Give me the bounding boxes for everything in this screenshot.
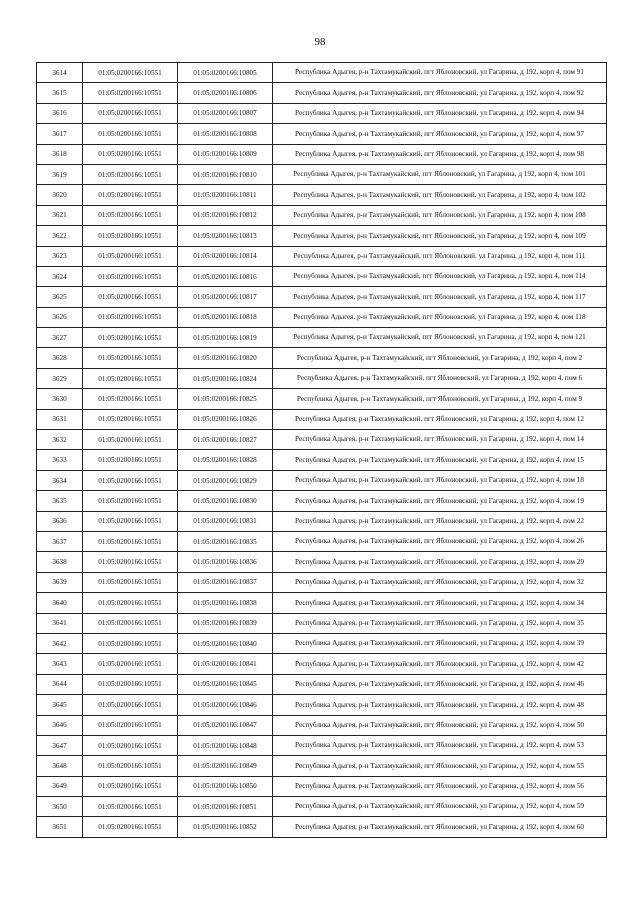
cadastral-number-cell: 01:05:0200166:10837 bbox=[178, 572, 273, 592]
address-cell: Республика Адыгея, р-н Тахтамукайский, пгт Яблоновский, ул Гагарина, д 192, корп 4, пом 102 bbox=[273, 185, 607, 205]
address-cell: Республика Адыгея, р-н Тахтамукайский, пгт Яблоновский, ул Гагарина, д 192, корп 4, пом 108 bbox=[273, 205, 607, 225]
cadastral-number-cell: 01:05:0200166:10809 bbox=[178, 144, 273, 164]
address-cell: Республика Адыгея, р-н Тахтамукайский, пгт Яблоновский, ул Гагарина, д 192, корп 4, пом 91 bbox=[273, 63, 607, 83]
parent-cadastral-number-cell: 01:05:0200166:10551 bbox=[83, 328, 178, 348]
table-row bbox=[37, 715, 607, 735]
row-number-cell: 3650 bbox=[37, 797, 83, 817]
cadastral-number-cell: 01:05:0200166:10848 bbox=[178, 735, 273, 755]
row-number-cell: 3648 bbox=[37, 756, 83, 776]
parent-cadastral-number-cell: 01:05:0200166:10551 bbox=[83, 287, 178, 307]
address-cell: Республика Адыгея, р-н Тахтамукайский, пгт Яблоновский, ул Гагарина, д 192, корп 4, пом 56 bbox=[273, 776, 607, 796]
row-number-cell: 3623 bbox=[37, 246, 83, 266]
address-cell: Республика Адыгея, р-н Тахтамукайский, пгт Яблоновский, ул Гагарина, д 192, корп 4, пом 29 bbox=[273, 552, 607, 572]
row-number-cell: 3643 bbox=[37, 654, 83, 674]
cadastral-number-cell: 01:05:0200166:10826 bbox=[178, 409, 273, 429]
row-number-cell: 3624 bbox=[37, 266, 83, 286]
cadastral-number-cell: 01:05:0200166:10851 bbox=[178, 797, 273, 817]
cadastral-number-cell: 01:05:0200166:10818 bbox=[178, 307, 273, 327]
row-number-cell: 3618 bbox=[37, 144, 83, 164]
cadastral-number-cell: 01:05:0200166:10808 bbox=[178, 124, 273, 144]
parent-cadastral-number-cell: 01:05:0200166:10551 bbox=[83, 735, 178, 755]
table-row bbox=[37, 470, 607, 490]
cadastral-number-cell: 01:05:0200166:10839 bbox=[178, 613, 273, 633]
address-cell: Республика Адыгея, р-н Тахтамукайский, пгт Яблоновский, ул Гагарина, д 192, корп 4, пом 9 bbox=[273, 389, 607, 409]
parent-cadastral-number-cell: 01:05:0200166:10551 bbox=[83, 103, 178, 123]
registry-table bbox=[36, 62, 607, 838]
cadastral-number-cell: 01:05:0200166:10838 bbox=[178, 593, 273, 613]
address-cell: Республика Адыгея, р-н Тахтамукайский, пгт Яблоновский, ул Гагарина, д 192, корп 4, пом 39 bbox=[273, 633, 607, 653]
cadastral-number-cell: 01:05:0200166:10830 bbox=[178, 491, 273, 511]
cadastral-number-cell: 01:05:0200166:10847 bbox=[178, 715, 273, 735]
table-row bbox=[37, 531, 607, 551]
table-row bbox=[37, 776, 607, 796]
table-row bbox=[37, 63, 607, 83]
address-cell: Республика Адыгея, р-н Тахтамукайский, пгт Яблоновский, ул Гагарина, д 192, корп 4, пом 118 bbox=[273, 307, 607, 327]
parent-cadastral-number-cell: 01:05:0200166:10551 bbox=[83, 368, 178, 388]
parent-cadastral-number-cell: 01:05:0200166:10551 bbox=[83, 756, 178, 776]
parent-cadastral-number-cell: 01:05:0200166:10551 bbox=[83, 205, 178, 225]
table-row bbox=[37, 185, 607, 205]
row-number-cell: 3637 bbox=[37, 531, 83, 551]
cadastral-number-cell: 01:05:0200166:10841 bbox=[178, 654, 273, 674]
address-cell: Республика Адыгея, р-н Тахтамукайский, пгт Яблоновский, ул Гагарина, д 192, корп 4, пом 50 bbox=[273, 715, 607, 735]
cadastral-number-cell: 01:05:0200166:10814 bbox=[178, 246, 273, 266]
parent-cadastral-number-cell: 01:05:0200166:10551 bbox=[83, 124, 178, 144]
cadastral-number-cell: 01:05:0200166:10825 bbox=[178, 389, 273, 409]
table-row bbox=[37, 103, 607, 123]
cadastral-number-cell: 01:05:0200166:10819 bbox=[178, 328, 273, 348]
row-number-cell: 3640 bbox=[37, 593, 83, 613]
parent-cadastral-number-cell: 01:05:0200166:10551 bbox=[83, 674, 178, 694]
parent-cadastral-number-cell: 01:05:0200166:10551 bbox=[83, 633, 178, 653]
row-number-cell: 3631 bbox=[37, 409, 83, 429]
table-row bbox=[37, 287, 607, 307]
table-row bbox=[37, 205, 607, 225]
parent-cadastral-number-cell: 01:05:0200166:10551 bbox=[83, 491, 178, 511]
row-number-cell: 3644 bbox=[37, 674, 83, 694]
parent-cadastral-number-cell: 01:05:0200166:10551 bbox=[83, 430, 178, 450]
table-row bbox=[37, 144, 607, 164]
cadastral-number-cell: 01:05:0200166:10813 bbox=[178, 226, 273, 246]
parent-cadastral-number-cell: 01:05:0200166:10551 bbox=[83, 531, 178, 551]
address-cell: Республика Адыгея, р-н Тахтамукайский, пгт Яблоновский, ул Гагарина, д 192, корп 4, пом 98 bbox=[273, 144, 607, 164]
address-cell: Республика Адыгея, р-н Тахтамукайский, пгт Яблоновский, ул Гагарина, д 192, корп 4, пом 59 bbox=[273, 797, 607, 817]
table-row bbox=[37, 797, 607, 817]
table-row bbox=[37, 552, 607, 572]
row-number-cell: 3625 bbox=[37, 287, 83, 307]
cadastral-number-cell: 01:05:0200166:10827 bbox=[178, 430, 273, 450]
table-row bbox=[37, 389, 607, 409]
row-number-cell: 3615 bbox=[37, 83, 83, 103]
row-number-cell: 3651 bbox=[37, 817, 83, 837]
row-number-cell: 3642 bbox=[37, 633, 83, 653]
cadastral-number-cell: 01:05:0200166:10812 bbox=[178, 205, 273, 225]
row-number-cell: 3622 bbox=[37, 226, 83, 246]
parent-cadastral-number-cell: 01:05:0200166:10551 bbox=[83, 144, 178, 164]
parent-cadastral-number-cell: 01:05:0200166:10551 bbox=[83, 613, 178, 633]
parent-cadastral-number-cell: 01:05:0200166:10551 bbox=[83, 348, 178, 368]
row-number-cell: 3629 bbox=[37, 368, 83, 388]
address-cell: Республика Адыгея, р-н Тахтамукайский, пгт Яблоновский, ул Гагарина, д 192, корп 4, пом 101 bbox=[273, 164, 607, 184]
parent-cadastral-number-cell: 01:05:0200166:10551 bbox=[83, 83, 178, 103]
parent-cadastral-number-cell: 01:05:0200166:10551 bbox=[83, 572, 178, 592]
cadastral-number-cell: 01:05:0200166:10840 bbox=[178, 633, 273, 653]
table-row bbox=[37, 613, 607, 633]
row-number-cell: 3614 bbox=[37, 63, 83, 83]
address-cell: Республика Адыгея, р-н Тахтамукайский, пгт Яблоновский, ул Гагарина, д 192, корп 4, пом 14 bbox=[273, 430, 607, 450]
row-number-cell: 3627 bbox=[37, 328, 83, 348]
parent-cadastral-number-cell: 01:05:0200166:10551 bbox=[83, 226, 178, 246]
parent-cadastral-number-cell: 01:05:0200166:10551 bbox=[83, 654, 178, 674]
cadastral-number-cell: 01:05:0200166:10849 bbox=[178, 756, 273, 776]
address-cell: Республика Адыгея, р-н Тахтамукайский, пгт Яблоновский, ул Гагарина, д 192, корп 4, пом 97 bbox=[273, 124, 607, 144]
row-number-cell: 3628 bbox=[37, 348, 83, 368]
address-cell: Республика Адыгея, р-н Тахтамукайский, пгт Яблоновский, ул Гагарина, д 192, корп 4, пом 32 bbox=[273, 572, 607, 592]
parent-cadastral-number-cell: 01:05:0200166:10551 bbox=[83, 715, 178, 735]
cadastral-number-cell: 01:05:0200166:10810 bbox=[178, 164, 273, 184]
parent-cadastral-number-cell: 01:05:0200166:10551 bbox=[83, 776, 178, 796]
row-number-cell: 3647 bbox=[37, 735, 83, 755]
parent-cadastral-number-cell: 01:05:0200166:10551 bbox=[83, 409, 178, 429]
cadastral-number-cell: 01:05:0200166:10817 bbox=[178, 287, 273, 307]
row-number-cell: 3636 bbox=[37, 511, 83, 531]
cadastral-number-cell: 01:05:0200166:10846 bbox=[178, 695, 273, 715]
address-cell: Республика Адыгея, р-н Тахтамукайский, пгт Яблоновский, ул Гагарина, д 192, корп 4, пом 94 bbox=[273, 103, 607, 123]
table-row bbox=[37, 572, 607, 592]
address-cell: Республика Адыгея, р-н Тахтамукайский, пгт Яблоновский, ул Гагарина, д 192, корп 4, пом 114 bbox=[273, 266, 607, 286]
cadastral-number-cell: 01:05:0200166:10828 bbox=[178, 450, 273, 470]
parent-cadastral-number-cell: 01:05:0200166:10551 bbox=[83, 164, 178, 184]
parent-cadastral-number-cell: 01:05:0200166:10551 bbox=[83, 246, 178, 266]
table-row bbox=[37, 266, 607, 286]
table-row bbox=[37, 409, 607, 429]
table-row bbox=[37, 226, 607, 246]
row-number-cell: 3626 bbox=[37, 307, 83, 327]
table-row bbox=[37, 735, 607, 755]
table-row bbox=[37, 307, 607, 327]
cadastral-number-cell: 01:05:0200166:10816 bbox=[178, 266, 273, 286]
row-number-cell: 3630 bbox=[37, 389, 83, 409]
table-row bbox=[37, 695, 607, 715]
address-cell: Республика Адыгея, р-н Тахтамукайский, пгт Яблоновский, ул Гагарина, д 192, корп 4, пом 34 bbox=[273, 593, 607, 613]
row-number-cell: 3616 bbox=[37, 103, 83, 123]
cadastral-number-cell: 01:05:0200166:10845 bbox=[178, 674, 273, 694]
address-cell: Республика Адыгея, р-н Тахтамукайский, пгт Яблоновский, ул Гагарина, д 192, корп 4, пом 109 bbox=[273, 226, 607, 246]
address-cell: Республика Адыгея, р-н Тахтамукайский, пгт Яблоновский, ул Гагарина, д 192, корп 4, пом 48 bbox=[273, 695, 607, 715]
table-row bbox=[37, 633, 607, 653]
cadastral-number-cell: 01:05:0200166:10807 bbox=[178, 103, 273, 123]
parent-cadastral-number-cell: 01:05:0200166:10551 bbox=[83, 389, 178, 409]
address-cell: Республика Адыгея, р-н Тахтамукайский, пгт Яблоновский, ул Гагарина, д 192, корп 4, пом 60 bbox=[273, 817, 607, 837]
address-cell: Республика Адыгея, р-н Тахтамукайский, пгт Яблоновский, ул Гагарина, д 192, корп 4, пом 35 bbox=[273, 613, 607, 633]
row-number-cell: 3617 bbox=[37, 124, 83, 144]
address-cell: Республика Адыгея, р-н Тахтамукайский, пгт Яблоновский, ул Гагарина, д 192, корп 4, пом 15 bbox=[273, 450, 607, 470]
row-number-cell: 3619 bbox=[37, 164, 83, 184]
row-number-cell: 3639 bbox=[37, 572, 83, 592]
table-row bbox=[37, 348, 607, 368]
address-cell: Республика Адыгея, р-н Тахтамукайский, пгт Яблоновский, ул Гагарина, д 192, корп 4, пом 53 bbox=[273, 735, 607, 755]
table-row bbox=[37, 328, 607, 348]
row-number-cell: 3620 bbox=[37, 185, 83, 205]
table-row bbox=[37, 511, 607, 531]
row-number-cell: 3649 bbox=[37, 776, 83, 796]
cadastral-number-cell: 01:05:0200166:10829 bbox=[178, 470, 273, 490]
address-cell: Республика Адыгея, р-н Тахтамукайский, пгт Яблоновский, ул Гагарина, д 192, корп 4, пом 117 bbox=[273, 287, 607, 307]
cadastral-number-cell: 01:05:0200166:10852 bbox=[178, 817, 273, 837]
address-cell: Республика Адыгея, р-н Тахтамукайский, пгт Яблоновский, ул Гагарина, д 192, корп 4, пом 12 bbox=[273, 409, 607, 429]
table-row bbox=[37, 817, 607, 837]
page-number: 98 bbox=[314, 36, 326, 48]
cadastral-number-cell: 01:05:0200166:10824 bbox=[178, 368, 273, 388]
row-number-cell: 3638 bbox=[37, 552, 83, 572]
address-cell: Республика Адыгея, р-н Тахтамукайский, пгт Яблоновский, ул Гагарина, д 192, корп 4, пом 19 bbox=[273, 491, 607, 511]
row-number-cell: 3645 bbox=[37, 695, 83, 715]
parent-cadastral-number-cell: 01:05:0200166:10551 bbox=[83, 817, 178, 837]
cadastral-number-cell: 01:05:0200166:10836 bbox=[178, 552, 273, 572]
address-cell: Республика Адыгея, р-н Тахтамукайский, пгт Яблоновский, ул Гагарина, д 192, корп 4, пом 46 bbox=[273, 674, 607, 694]
address-cell: Республика Адыгея, р-н Тахтамукайский, пгт Яблоновский, ул Гагарина, д 192, корп 4, пом 121 bbox=[273, 328, 607, 348]
row-number-cell: 3635 bbox=[37, 491, 83, 511]
parent-cadastral-number-cell: 01:05:0200166:10551 bbox=[83, 511, 178, 531]
row-number-cell: 3646 bbox=[37, 715, 83, 735]
table-row bbox=[37, 124, 607, 144]
table-row bbox=[37, 450, 607, 470]
cadastral-number-cell: 01:05:0200166:10850 bbox=[178, 776, 273, 796]
address-cell: Республика Адыгея, р-н Тахтамукайский, пгт Яблоновский, ул Гагарина, д 192, корп 4, пом 18 bbox=[273, 470, 607, 490]
table-row bbox=[37, 164, 607, 184]
row-number-cell: 3621 bbox=[37, 205, 83, 225]
table-row bbox=[37, 491, 607, 511]
parent-cadastral-number-cell: 01:05:0200166:10551 bbox=[83, 797, 178, 817]
cadastral-number-cell: 01:05:0200166:10831 bbox=[178, 511, 273, 531]
cadastral-number-cell: 01:05:0200166:10820 bbox=[178, 348, 273, 368]
parent-cadastral-number-cell: 01:05:0200166:10551 bbox=[83, 185, 178, 205]
cadastral-number-cell: 01:05:0200166:10806 bbox=[178, 83, 273, 103]
table-row bbox=[37, 756, 607, 776]
address-cell: Республика Адыгея, р-н Тахтамукайский, пгт Яблоновский, ул Гагарина, д 192, корп 4, пом 26 bbox=[273, 531, 607, 551]
table-row bbox=[37, 654, 607, 674]
cadastral-number-cell: 01:05:0200166:10805 bbox=[178, 63, 273, 83]
parent-cadastral-number-cell: 01:05:0200166:10551 bbox=[83, 552, 178, 572]
table-row bbox=[37, 674, 607, 694]
parent-cadastral-number-cell: 01:05:0200166:10551 bbox=[83, 266, 178, 286]
address-cell: Республика Адыгея, р-н Тахтамукайский, пгт Яблоновский, ул Гагарина, д 192, корп 4, пом 6 bbox=[273, 368, 607, 388]
registry-table-body bbox=[37, 63, 607, 838]
parent-cadastral-number-cell: 01:05:0200166:10551 bbox=[83, 695, 178, 715]
address-cell: Республика Адыгея, р-н Тахтамукайский, пгт Яблоновский, ул Гагарина, д 192, корп 4, пом 111 bbox=[273, 246, 607, 266]
parent-cadastral-number-cell: 01:05:0200166:10551 bbox=[83, 470, 178, 490]
table-row bbox=[37, 430, 607, 450]
address-cell: Республика Адыгея, р-н Тахтамукайский, пгт Яблоновский, ул Гагарина, д 192, корп 4, пом 92 bbox=[273, 83, 607, 103]
row-number-cell: 3641 bbox=[37, 613, 83, 633]
address-cell: Республика Адыгея, р-н Тахтамукайский, пгт Яблоновский, ул Гагарина, д 192, корп 4, пом 22 bbox=[273, 511, 607, 531]
row-number-cell: 3633 bbox=[37, 450, 83, 470]
cadastral-number-cell: 01:05:0200166:10811 bbox=[178, 185, 273, 205]
parent-cadastral-number-cell: 01:05:0200166:10551 bbox=[83, 307, 178, 327]
address-cell: Республика Адыгея, р-н Тахтамукайский, пгт Яблоновский, ул Гагарина, д 192, корп 4, пом 2 bbox=[273, 348, 607, 368]
parent-cadastral-number-cell: 01:05:0200166:10551 bbox=[83, 63, 178, 83]
table-row bbox=[37, 246, 607, 266]
parent-cadastral-number-cell: 01:05:0200166:10551 bbox=[83, 593, 178, 613]
row-number-cell: 3634 bbox=[37, 470, 83, 490]
address-cell: Республика Адыгея, р-н Тахтамукайский, пгт Яблоновский, ул Гагарина, д 192, корп 4, пом 42 bbox=[273, 654, 607, 674]
parent-cadastral-number-cell: 01:05:0200166:10551 bbox=[83, 450, 178, 470]
table-row bbox=[37, 593, 607, 613]
table-row bbox=[37, 368, 607, 388]
row-number-cell: 3632 bbox=[37, 430, 83, 450]
address-cell: Республика Адыгея, р-н Тахтамукайский, пгт Яблоновский, ул Гагарина, д 192, корп 4, пом 55 bbox=[273, 756, 607, 776]
table-row bbox=[37, 83, 607, 103]
cadastral-number-cell: 01:05:0200166:10835 bbox=[178, 531, 273, 551]
